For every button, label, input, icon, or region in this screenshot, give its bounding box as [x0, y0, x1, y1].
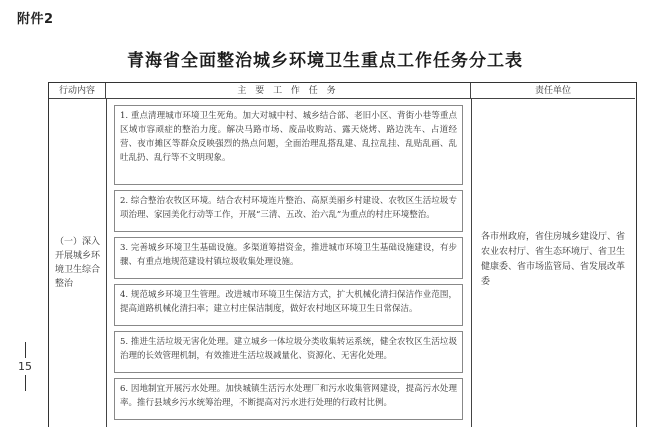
document-title: 青海省全面整治城乡环境卫生重点工作任务分工表 [127, 51, 523, 71]
header-action: 行动内容 [49, 83, 106, 99]
responsible-units: 各市州政府，省住房城乡建设厅、省农业农村厅、省生态环境厅、省卫生健康委、省市场监管局、省发展改革委 [481, 232, 626, 287]
column-divider [106, 99, 107, 427]
action-content: （一）深入开展城乡环境卫生综合整治 [55, 237, 101, 289]
task-item-3: 3. 完善城乡环境卫生基础设施。多渠道筹措资金，推进城市环境卫生基础设施建设，有步骤、有重点地规范建设村镇垃圾收集处理设施。 [114, 237, 463, 279]
page-number-marker [18, 340, 32, 393]
page-number-dash [25, 342, 26, 358]
header-responsible: 责任单位 [471, 83, 635, 99]
task-item-2: 2. 综合整治农牧区环境。结合农村环境连片整治、高原美丽乡村建设、农牧区生活垃圾专项治理、家园美化行动等工作，开展“三清、五改、治六乱”为重点的村庄环境整治。 [114, 190, 463, 232]
task-item-6: 6. 因地制宜开展污水处理。加快城镇生活污水处理厂和污水收集管网建设，提高污水处理率。推行县域乡污水统筹治理，不断提高对污水进行处理的行政村比例。 [114, 378, 463, 420]
page-number: 15 [18, 360, 32, 373]
header-tasks: 主 要 工 作 任 务 [106, 83, 471, 99]
task-item-5: 5. 推进生活垃圾无害化处理。建立城乡一体垃圾分类收集转运系统，健全农牧区生活垃圾治理的长效管理机制，有效推进生活垃圾减量化、资源化、无害化处理。 [114, 331, 463, 373]
task-item-1: 1. 重点清理城市环境卫生死角。加大对城中村、城乡结合部、老旧小区、背街小巷等重点区域市容顽症的整治力度。解决马路市场、废品收购站、露天烧烤、路边洗车、占道经营、夜市摊区等群众反映强烈的热点问题，全面治理乱搭乱建、乱拉乱挂、乱贴乱画、乱吐乱扔、乱行等不文明现象。 [114, 105, 463, 185]
page-number-dash [25, 375, 26, 391]
task-item-4: 4. 规范城乡环境卫生管理。改进城市环境卫生保洁方式，扩大机械化清扫保洁作业范围，提高道路机械化清扫率；建立村庄保洁制度，做好农村地区环境卫生日常保洁。 [114, 284, 463, 326]
column-divider [471, 99, 472, 427]
attachment-label: 附件2 [17, 12, 54, 27]
task-table [48, 82, 637, 427]
